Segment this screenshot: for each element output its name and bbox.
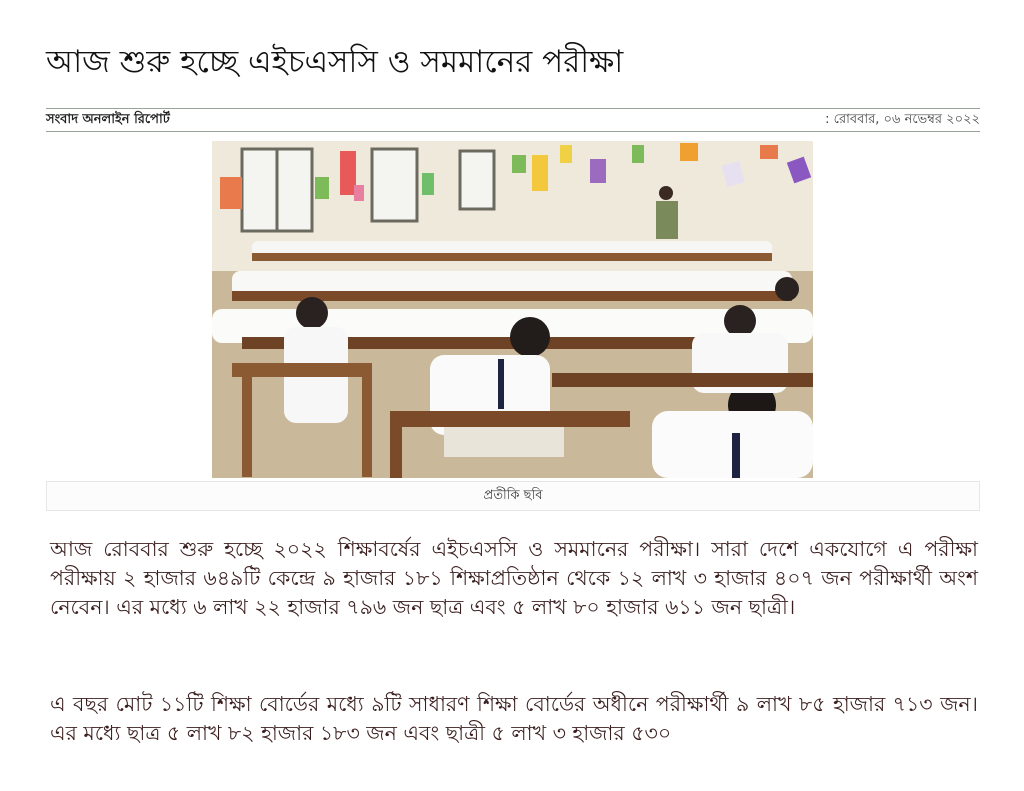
byline: সংবাদ অনলাইন রিপোর্ট [46,112,170,127]
publish-date: : রোববার, ০৬ নভেম্বর ২০২২ [825,112,980,127]
article-meta-bar [46,108,980,132]
photo-caption: প্রতীকি ছবি [46,481,980,511]
article-paragraph-2: এ বছর মোট ১১টি শিক্ষা বোর্ডের মধ্যে ৯টি সাধারণ শিক্ষা বোর্ডের অধীনে পরীক্ষার্থী ৯ লাখ ৮৫ হাজার ৭১৩ জন। এর মধ্যে ছাত্র ৫ লাখ ৮২ হাজার ১৮৩ জন এবং ছাত্রী ৫ লাখ ৩ হাজার ৫৩০ [50,692,978,745]
article-paragraph-1: আজ রোববার শুরু হচ্ছে ২০২২ শিক্ষাবর্ষের এইচএসসি ও সমমানের পরীক্ষা। সারা দেশে একযোগে এ পরীক্ষা পরীক্ষায় ২ হাজার ৬৪৯টি কেন্দ্রে ৯ হাজার ১৮১ শিক্ষাপ্রতিষ্ঠান থেকে ১২ লাখ ৩ হাজার ৪০৭ জন পরীক্ষার্থী অংশ নেবেন। এর মধ্যে ৬ লাখ ২২ হাজার ৭৯৬ জন ছাত্র এবং ৫ লাখ ৮০ হাজার ৬১১ জন ছাত্রী। [50,537,979,619]
article-photo [212,141,813,478]
article-headline: আজ শুরু হচ্ছে এইচএসসি ও সমমানের পরীক্ষা [46,44,624,80]
